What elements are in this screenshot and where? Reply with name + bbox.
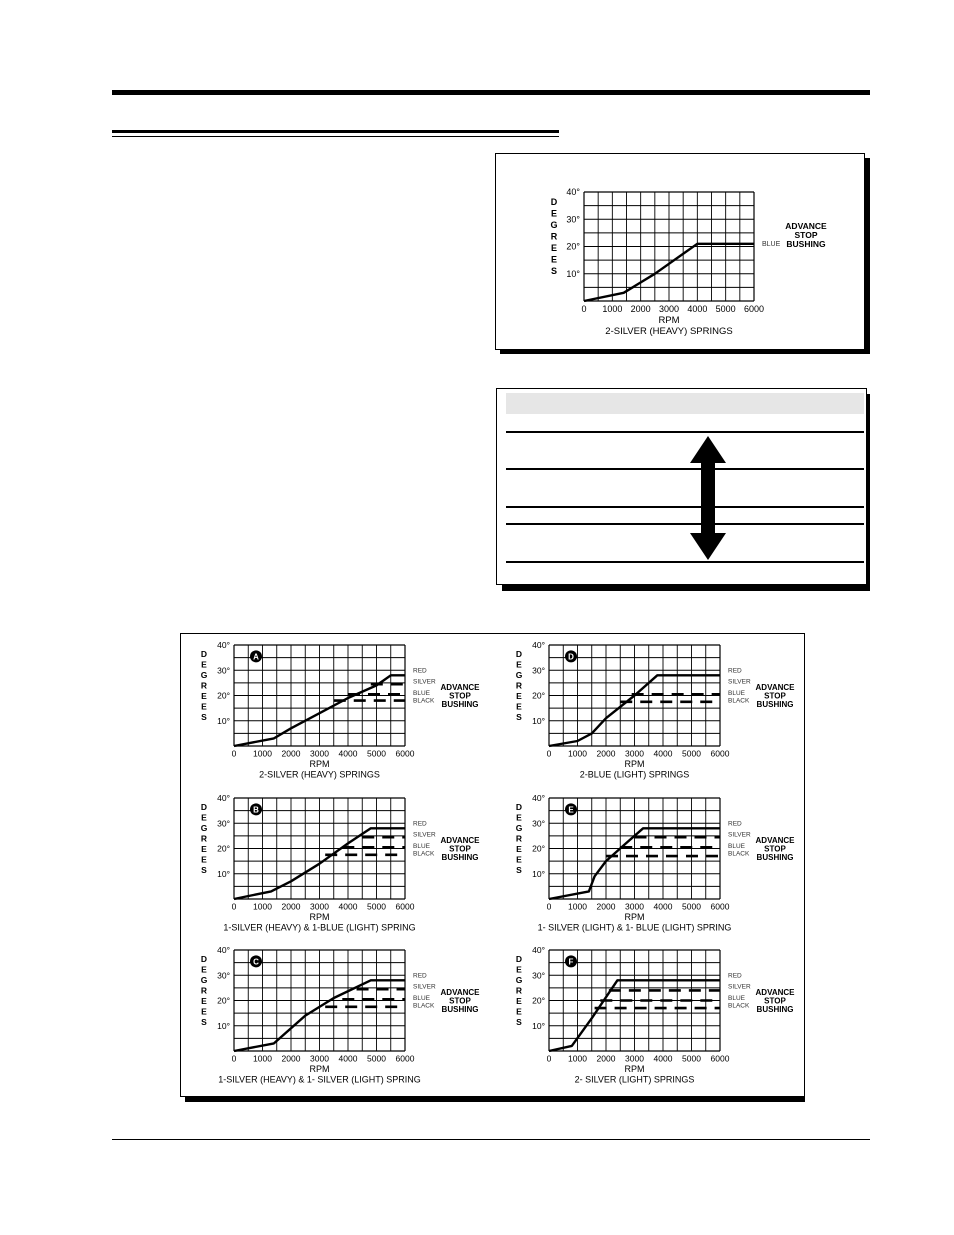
y-tick-label: 20° <box>566 241 580 252</box>
header-rule-thick <box>112 90 870 95</box>
table-row-divider <box>506 506 864 508</box>
chart-badge-label: B <box>253 805 259 815</box>
x-tick-label: 3000 <box>310 748 329 759</box>
top-advance-chart <box>496 154 864 349</box>
x-tick-label: 1000 <box>253 901 272 912</box>
x-tick-label: 3000 <box>625 1053 644 1064</box>
section-rule <box>112 130 559 133</box>
x-tick-label: 5000 <box>682 1053 701 1064</box>
y-tick-label: 10° <box>217 868 230 879</box>
chart-C <box>201 945 480 1085</box>
x-tick-label: 5000 <box>367 748 386 759</box>
y-tick-label: 30° <box>217 818 230 829</box>
y-tick-label: 40° <box>532 640 545 650</box>
advance-stop-bushing-annotation: BUSHING <box>756 700 794 709</box>
chart-top <box>550 187 827 337</box>
y-axis-letter: D <box>200 954 208 965</box>
y-tick-label: 30° <box>532 665 545 676</box>
x-tick-label: 0 <box>546 901 552 912</box>
section-rule-thin <box>112 136 559 137</box>
footer-rule <box>112 1139 870 1140</box>
x-tick-label: 2000 <box>281 748 301 759</box>
advance-stop-bushing-annotation: STOP <box>449 844 471 854</box>
y-axis-letter: R <box>515 680 523 691</box>
y-axis-letter: E <box>201 659 207 670</box>
x-tick-label: 2000 <box>596 748 616 759</box>
y-tick-label: 20° <box>217 843 230 854</box>
x-axis-label: RPM <box>309 759 330 769</box>
y-axis-letter: E <box>516 844 522 855</box>
advance-stop-bushing-annotation: BUSHING <box>756 1005 794 1014</box>
y-axis-letter: R <box>550 231 558 242</box>
y-tick-label: 20° <box>532 843 545 854</box>
stop-bushing-label: RED <box>728 972 742 980</box>
y-axis-letter: S <box>516 865 522 876</box>
advance-stop-bushing-annotation: ADVANCE <box>755 683 795 692</box>
stop-bushing-label: RED <box>728 667 742 675</box>
y-tick-label: 30° <box>532 970 545 981</box>
y-axis-letter: E <box>201 812 207 823</box>
table-row-divider <box>506 523 864 525</box>
y-tick-label: 20° <box>217 995 230 1006</box>
x-tick-label: 4000 <box>653 901 673 912</box>
advance-stop-bushing-annotation: STOP <box>764 996 786 1006</box>
stop-bushing-label: BLUE <box>728 689 745 697</box>
table-header-bar <box>506 393 864 414</box>
x-axis-label: RPM <box>624 912 645 922</box>
y-tick-label: 40° <box>532 945 545 955</box>
chart-caption: 2- SILVER (LIGHT) SPRINGS <box>574 1074 695 1085</box>
x-tick-label: 0 <box>231 901 237 912</box>
stop-bushing-label: SILVER <box>728 678 751 686</box>
stop-bushing-label: SILVER <box>413 678 436 686</box>
stop-bushing-label: BLUE <box>762 240 781 248</box>
y-axis-letter: E <box>516 964 522 975</box>
y-tick-label: 10° <box>217 1020 230 1031</box>
chart-caption: 2-SILVER (HEAVY) SPRINGS <box>605 326 733 337</box>
y-tick-label: 40° <box>566 187 580 197</box>
y-axis-letter: G <box>200 823 208 834</box>
top-chart-panel <box>495 153 865 350</box>
advance-stop-bushing-annotation: STOP <box>764 844 786 854</box>
chart-D <box>516 640 795 780</box>
chart-caption: 1-SILVER (HEAVY) & 1-BLUE (LIGHT) SPRING <box>223 922 416 933</box>
stop-bushing-label: BLUE <box>413 842 430 850</box>
chart-badge-label: C <box>253 957 259 967</box>
y-axis-letter: G <box>515 975 523 986</box>
y-axis-letter: E <box>516 659 522 670</box>
advance-stop-bushing-annotation: STOP <box>449 996 471 1006</box>
y-axis-letter: E <box>516 812 522 823</box>
y-tick-label: 10° <box>566 268 580 279</box>
y-axis-letter: E <box>550 254 558 265</box>
chart-caption: 2-BLUE (LIGHT) SPRINGS <box>579 769 690 780</box>
stop-bushing-label: BLACK <box>728 850 750 858</box>
table-panel <box>496 388 867 585</box>
stop-bushing-label: RED <box>413 972 427 980</box>
x-tick-label: 4000 <box>338 1053 358 1064</box>
x-tick-label: 5000 <box>682 901 701 912</box>
advance-stop-bushing-annotation: ADVANCE <box>440 836 480 845</box>
x-tick-label: 4000 <box>653 1053 673 1064</box>
advance-stop-bushing-annotation: STOP <box>764 691 786 701</box>
y-axis-letter: E <box>516 691 522 702</box>
y-axis-letter: S <box>516 1017 522 1028</box>
y-axis-letter: D <box>515 649 523 660</box>
x-tick-label: 4000 <box>653 748 673 759</box>
y-axis-letter: R <box>515 833 523 844</box>
stop-bushing-label: BLACK <box>413 850 435 858</box>
bottom-charts-panel <box>180 633 805 1097</box>
stop-bushing-label: RED <box>413 820 427 828</box>
y-axis-letter: E <box>516 1006 522 1017</box>
y-axis-letter: G <box>200 975 208 986</box>
y-tick-label: 10° <box>217 715 230 726</box>
y-axis-letter: E <box>516 854 522 865</box>
y-axis-letter: E <box>550 208 558 219</box>
chart-F <box>516 945 795 1085</box>
y-axis-letter: D <box>515 802 523 813</box>
x-axis-label: RPM <box>624 759 645 769</box>
y-axis-letter: E <box>516 701 522 712</box>
y-axis-letter: D <box>515 954 523 965</box>
chart-badge-label: D <box>568 652 574 662</box>
x-tick-label: 2000 <box>596 1053 616 1064</box>
y-tick-label: 40° <box>217 640 230 650</box>
x-tick-label: 0 <box>231 748 237 759</box>
x-tick-label: 2000 <box>596 901 616 912</box>
x-tick-label: 0 <box>546 748 552 759</box>
stop-bushing-label: SILVER <box>413 983 436 991</box>
advance-stop-bushing-annotation: BUSHING <box>441 1005 479 1014</box>
y-axis-letter: D <box>550 197 558 208</box>
stop-bushing-label: BLUE <box>413 689 430 697</box>
y-axis-letter: R <box>200 680 208 691</box>
x-tick-label: 6000 <box>395 748 415 759</box>
chart-E <box>516 793 795 933</box>
double-arrow-icon <box>688 433 728 563</box>
x-axis-label: RPM <box>309 1064 330 1074</box>
y-axis-letter: D <box>200 802 208 813</box>
x-tick-label: 3000 <box>658 304 680 314</box>
x-tick-label: 0 <box>581 304 587 314</box>
y-axis-letter: G <box>515 670 523 681</box>
x-axis-label: RPM <box>624 1064 645 1074</box>
x-tick-label: 0 <box>231 1053 237 1064</box>
spring-combination-charts <box>181 634 804 1096</box>
chart-badge-label: A <box>253 652 259 662</box>
y-tick-label: 30° <box>566 214 580 225</box>
y-axis-letter: S <box>201 865 207 876</box>
x-tick-label: 6000 <box>710 748 730 759</box>
chart-caption: 1-SILVER (HEAVY) & 1- SILVER (LIGHT) SPRING <box>218 1074 421 1085</box>
y-axis-letter: E <box>550 243 558 254</box>
y-tick-label: 20° <box>532 995 545 1006</box>
y-tick-label: 40° <box>217 793 230 803</box>
y-axis-letter: E <box>201 854 207 865</box>
chart-badge-label: F <box>568 957 574 967</box>
y-axis-letter: E <box>516 996 522 1007</box>
stop-bushing-label: BLACK <box>728 1002 750 1010</box>
x-tick-label: 3000 <box>310 1053 329 1064</box>
y-axis-letter: G <box>200 670 208 681</box>
stop-bushing-label: BLACK <box>413 697 435 705</box>
y-tick-label: 10° <box>532 868 545 879</box>
x-tick-label: 0 <box>546 1053 552 1064</box>
advance-stop-bushing-annotation: STOP <box>449 691 471 701</box>
advance-stop-bushing-annotation: BUSHING <box>441 853 479 862</box>
x-tick-label: 3000 <box>310 901 329 912</box>
y-tick-label: 10° <box>532 715 545 726</box>
x-tick-label: 1000 <box>253 748 272 759</box>
x-tick-label: 6000 <box>710 901 730 912</box>
stop-bushing-label: RED <box>728 820 742 828</box>
x-tick-label: 2000 <box>281 1053 301 1064</box>
x-tick-label: 4000 <box>687 304 708 314</box>
advance-stop-bushing-annotation: ADVANCE <box>440 988 480 997</box>
y-tick-label: 40° <box>532 793 545 803</box>
x-tick-label: 5000 <box>367 901 386 912</box>
x-tick-label: 6000 <box>710 1053 730 1064</box>
y-tick-label: 30° <box>217 665 230 676</box>
y-axis-letter: R <box>515 985 523 996</box>
x-tick-label: 4000 <box>338 901 358 912</box>
x-tick-label: 1000 <box>602 304 623 314</box>
stop-bushing-label: SILVER <box>728 831 751 839</box>
y-axis-letter: E <box>201 996 207 1007</box>
x-tick-label: 5000 <box>715 304 736 314</box>
y-tick-label: 20° <box>532 690 545 701</box>
x-tick-label: 3000 <box>625 748 644 759</box>
y-axis-letter: S <box>550 266 558 277</box>
y-axis-letter: R <box>200 985 208 996</box>
y-tick-label: 20° <box>217 690 230 701</box>
stop-bushing-label: SILVER <box>728 983 751 991</box>
advance-stop-bushing-annotation: BUSHING <box>786 239 826 249</box>
x-tick-label: 6000 <box>395 901 415 912</box>
chart-badge-label: E <box>568 805 574 815</box>
y-tick-label: 40° <box>217 945 230 955</box>
y-axis-letter: G <box>515 823 523 834</box>
y-axis-letter: E <box>201 1006 207 1017</box>
stop-bushing-label: BLUE <box>728 842 745 850</box>
x-tick-label: 5000 <box>367 1053 386 1064</box>
x-tick-label: 1000 <box>253 1053 272 1064</box>
advance-stop-bushing-annotation: ADVANCE <box>785 221 827 231</box>
chart-B <box>201 793 480 933</box>
advance-stop-bushing-annotation: ADVANCE <box>755 836 795 845</box>
y-axis-letter: S <box>516 712 522 723</box>
x-tick-label: 2000 <box>630 304 651 314</box>
x-tick-label: 1000 <box>568 748 587 759</box>
stop-bushing-label: BLACK <box>728 697 750 705</box>
stop-bushing-label: RED <box>413 667 427 675</box>
y-axis-letter: D <box>200 649 208 660</box>
stop-bushing-label: SILVER <box>413 831 436 839</box>
advance-stop-bushing-annotation: BUSHING <box>441 700 479 709</box>
x-axis-label: RPM <box>309 912 330 922</box>
y-tick-label: 30° <box>532 818 545 829</box>
x-tick-label: 4000 <box>338 748 358 759</box>
y-tick-label: 30° <box>217 970 230 981</box>
y-axis-letter: E <box>201 701 207 712</box>
advance-stop-bushing-annotation: ADVANCE <box>440 683 480 692</box>
x-tick-label: 1000 <box>568 901 587 912</box>
x-tick-label: 3000 <box>625 901 644 912</box>
advance-stop-bushing-annotation: ADVANCE <box>755 988 795 997</box>
x-tick-label: 1000 <box>568 1053 587 1064</box>
y-axis-letter: E <box>201 844 207 855</box>
chart-caption: 1- SILVER (LIGHT) & 1- BLUE (LIGHT) SPRING <box>537 922 732 933</box>
y-axis-letter: G <box>550 220 558 231</box>
y-axis-letter: E <box>201 691 207 702</box>
table-row-divider <box>506 561 864 563</box>
y-tick-label: 10° <box>532 1020 545 1031</box>
y-axis-letter: R <box>200 833 208 844</box>
advance-stop-bushing-annotation: BUSHING <box>756 853 794 862</box>
x-tick-label: 6000 <box>743 304 765 314</box>
y-axis-letter: S <box>201 1017 207 1028</box>
advance-stop-bushing-annotation: STOP <box>794 230 818 240</box>
stop-bushing-label: BLUE <box>728 994 745 1002</box>
y-axis-letter: E <box>201 964 207 975</box>
x-tick-label: 5000 <box>682 748 701 759</box>
y-axis-letter: S <box>201 712 207 723</box>
x-axis-label: RPM <box>658 315 680 326</box>
stop-bushing-label: BLACK <box>413 1002 435 1010</box>
chart-caption: 2-SILVER (HEAVY) SPRINGS <box>259 769 380 780</box>
x-tick-label: 6000 <box>395 1053 415 1064</box>
table-row-divider <box>506 431 864 433</box>
x-tick-label: 2000 <box>281 901 301 912</box>
stop-bushing-label: BLUE <box>413 994 430 1002</box>
table-row-divider <box>506 468 864 470</box>
chart-A <box>201 640 480 780</box>
